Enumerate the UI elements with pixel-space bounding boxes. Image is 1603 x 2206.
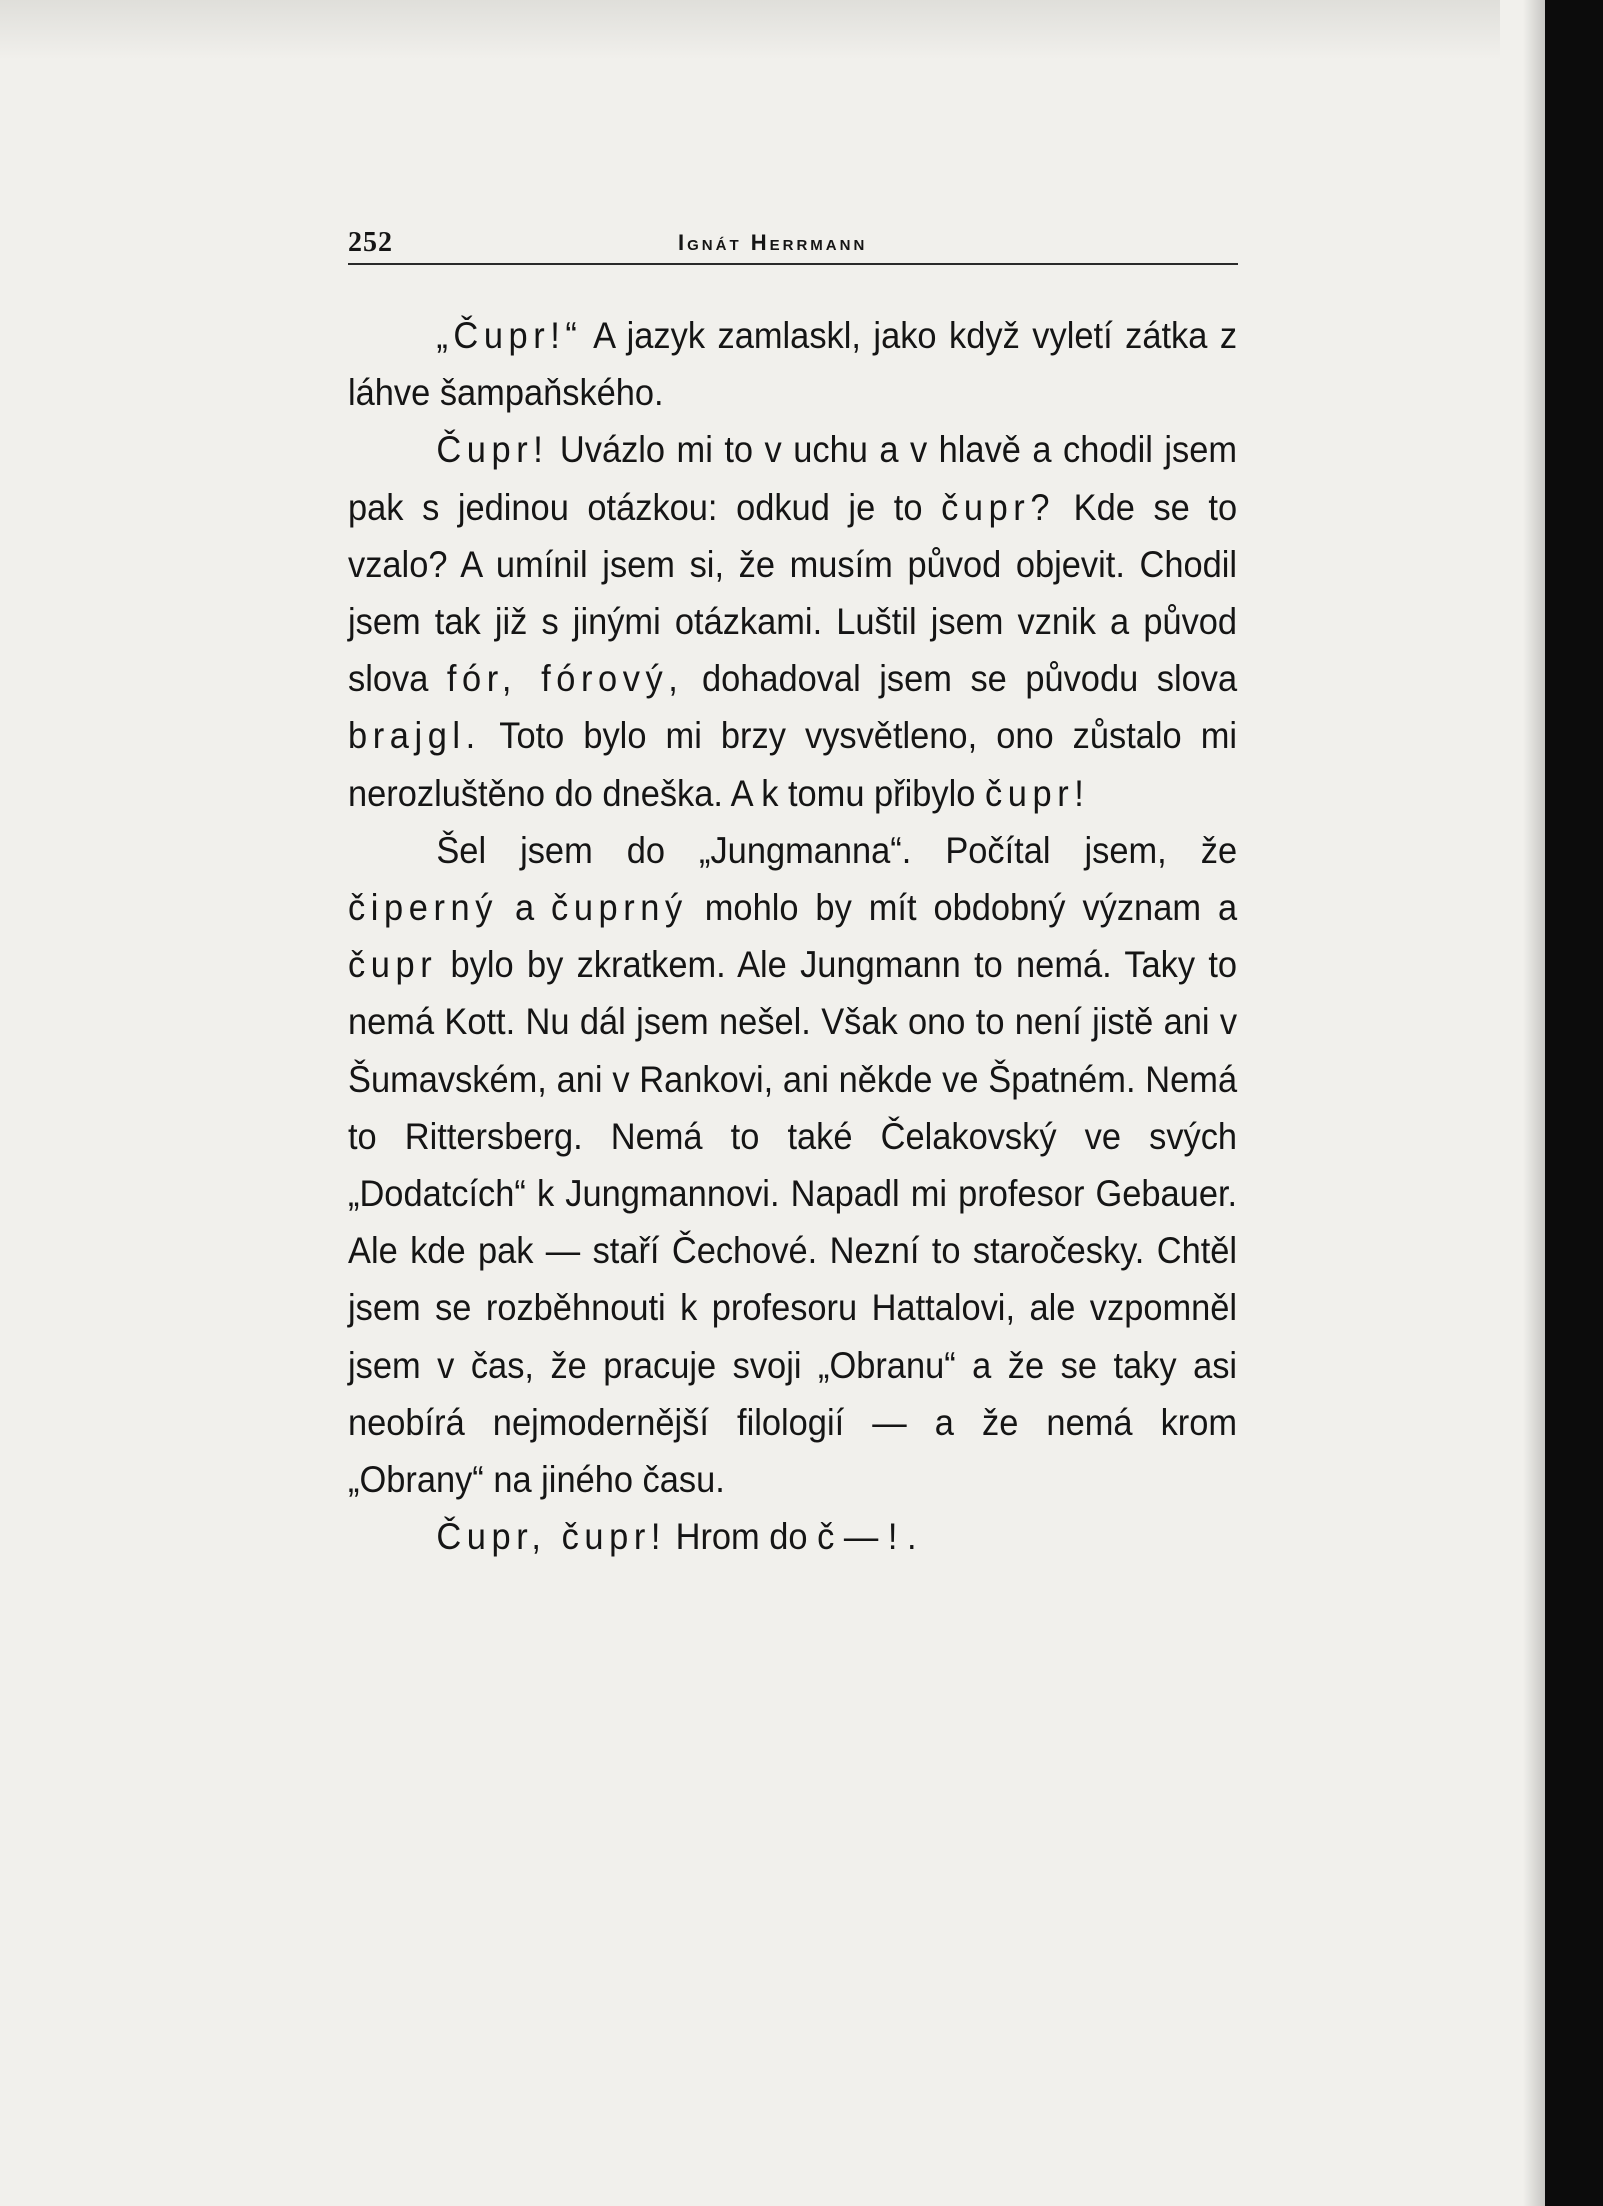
paragraph xyxy=(348,421,1237,821)
text-run: mohlo by mít obdobný význam a xyxy=(687,887,1238,929)
running-head-author: Ignát Herrmann xyxy=(678,230,868,255)
page-number: 252 xyxy=(348,227,393,258)
text-run: Kde se to vzalo? A umínil jsem si, že musím původ objevit. Chodil jsem tak již s jinými otázkami. Luštil jsem vznik a původ slova xyxy=(348,486,1238,700)
text-run: bylo by zkratkem. Ale Jungmann to nemá. Taky to nemá Kott. Nu dál jsem nešel. Však ono to není jistě ani v Šumavském, ani v Rankovi, ani někde ve Špatném. Nemá to Rittersberg. Nemá to také Čelakovský ve svých „Dodatcích“ k Jungmannovi. Napadl mi profesor Gebauer. Ale kde pak — staří Čechové. Nezní to staročesky. Chtěl jsem se rozběhnouti k profesoru Hattalovi, ale vzpomněl jsem v čas, že pracuje svoji „Obranu“ a že se taky asi neobírá nejmodernější filologií — a že nemá krom „Obrany“ na jiného času. xyxy=(348,944,1238,1501)
text-run: Šel jsem do „Jungmanna“. Počítal jsem, že xyxy=(436,829,1238,871)
text-run: Hrom do č — ! . xyxy=(666,1516,917,1558)
text-run: a xyxy=(497,887,552,929)
book-binding-edge xyxy=(1545,0,1603,2206)
text-run: čupr? xyxy=(941,486,1056,528)
text-run: čupr! xyxy=(984,772,1090,814)
paragraph xyxy=(348,822,1237,1508)
text-run: brajgl. xyxy=(348,715,481,757)
text-run: fór, fórový, xyxy=(446,658,684,700)
paragraph xyxy=(348,1508,1237,1565)
running-head xyxy=(348,225,1238,265)
text-run: čuprný xyxy=(551,887,688,929)
text-run: Čupr! xyxy=(436,429,549,471)
scan-artifact xyxy=(0,0,1500,60)
text-run: Toto bylo mi brzy vysvětleno, ono zůstalo mi nerozluštěno do dneška. A k tomu přibylo xyxy=(348,715,1238,814)
text-run: „Čupr!“ xyxy=(436,315,583,356)
text-run: Uvázlo mi to v uchu a v hlavě a chodil jsem pak s jedinou otázkou: odkud je to xyxy=(348,429,1238,528)
text-run: dohadoval jsem se původu slova xyxy=(683,658,1238,700)
text-run: A jazyk zamlaskl, jako když vyletí zátka z láhve šampaňského. xyxy=(348,315,1238,414)
binding-shadow xyxy=(1523,0,1545,2206)
text-run: čupr xyxy=(348,944,438,986)
paragraph xyxy=(348,307,1237,421)
body-text xyxy=(348,307,1237,1565)
text-run: Čupr, čupr! xyxy=(436,1516,667,1558)
book-page xyxy=(348,225,1238,1565)
text-run: čiperný xyxy=(348,887,498,929)
